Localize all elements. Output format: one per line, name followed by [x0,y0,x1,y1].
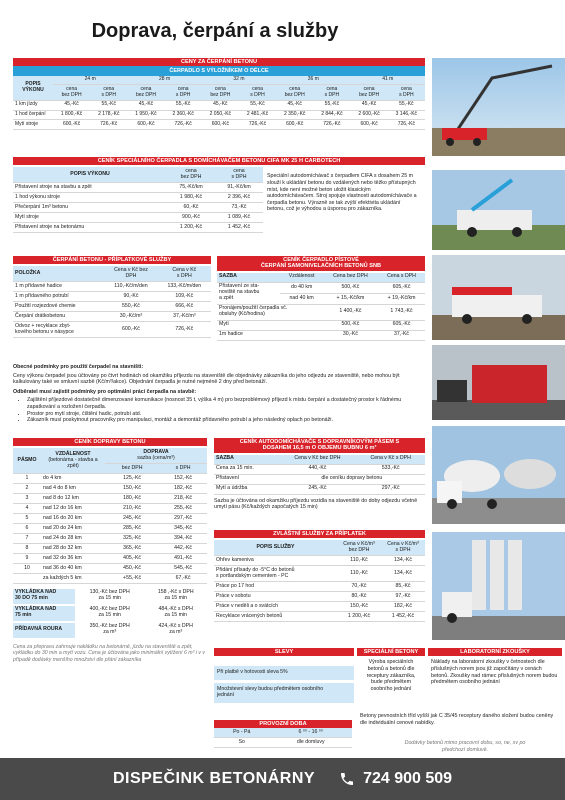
cell: 158 ,-Kč s DPH za 15 min [157,589,194,602]
col-header: DOPRAVA [143,448,169,455]
cell: 210,-Kč [105,504,159,514]
cell: 600,-Kč [104,322,157,338]
cell: 900,-Kč [167,213,215,223]
footer-phone[interactable] [339,770,452,788]
col-header: POPIS VÝKONU [13,167,167,182]
page-title: Doprava, čerpání a služby [91,20,339,42]
section-header: PROVOZNÍ DOBA [214,720,352,728]
cell: 666,-Kč [158,302,211,312]
cell: do 40 km [280,282,322,293]
col-header: cena s DPH [239,85,276,101]
row-label: 1m hadice [217,330,323,340]
discount-row: Při platbě v hotovosti sleva 5% [214,666,354,680]
cell: 297,-Kč [356,484,425,494]
cell: 533,-Kč [356,464,425,474]
cell: 1 950,-Kč [127,110,164,120]
cell: 600,-Kč [127,120,164,130]
cell: 45,-Kč [127,100,164,110]
photo-mixers [432,426,565,524]
row-label: Přistavení ze sta- noviště na stavbu a zpět [217,282,280,304]
row-label: 1 hod čerpání [13,110,53,120]
section-header: ZVLÁŠTNÍ SLUŽBY ZA PŘÍPLATEK [214,530,425,538]
table-row [13,494,207,504]
cell: +55,-Kč [105,574,159,584]
section-header: CENÍK DOPRAVY BETONU [13,438,207,446]
belt-mixer-note: Sazba je účtována od okamžiku příjezdu vozidla na staveniště do doby odjezdu včetně umytí pásu (Kč/každých započatých 15 min) [214,497,418,511]
cell: 2 050,-Kč [202,110,239,120]
cell: 600,-Kč [276,120,313,130]
zone-number: 4 [13,504,41,514]
section-header: LABORATORNÍ ZKOUŠKY [428,648,562,656]
photo-pump-on-site [432,255,565,340]
row-label: Čerpání drátkobetonu [13,312,104,322]
col-header: VZDÁLENOST [55,450,91,457]
row-label: 1 m přídavného potrubí [13,292,104,302]
conditions-heading: Obecné podmínky pro použití čerpadel na stavništi: [13,364,144,370]
table-row [13,312,211,322]
cell: 605,-Kč [378,282,425,293]
col-header: Vzdálenost [280,273,322,282]
table-row [217,320,425,330]
table-row [214,566,425,582]
table-row [13,544,207,554]
cell: 1 800,-Kč [53,110,90,120]
col-header: SAZBA [217,273,280,282]
cell: 1 452,-Kč [381,612,425,622]
conditions-heading: Odběratel musí zajistit podmínky pro optimální práci čerpadla na stavbě: [13,388,197,395]
transport-note: Cena za přepravu zahrnuje nakládku na betonárně, jízdu na staveniště a zpět, vykládku do 30 min a mytí vozu. Cena je účtována jako minimální vytížení 6 m³ i v v případě dodávky menšího množství dle přání zákazníka [13,643,206,663]
cell: 55,-Kč [388,100,425,110]
cell: 245,-Kč [105,514,159,524]
row-label: Odvoz + recyklace zbyt- kového betonu v násypce [13,322,104,338]
photo-pump-crane [432,58,565,156]
length-header: 41 m [351,76,426,85]
col-subheader: sazba (cena/m³) [137,454,175,461]
row-label: za každých 5 km [41,574,105,584]
cell: 550,-Kč [104,302,157,312]
col-header: cena s DPH [90,85,127,101]
section-header: ČERPÁNÍ BETONU - PŘÍPLATKOVÉ SLUŽBY [13,256,211,264]
col-header: cena s DPH [165,85,202,101]
special-text: Výroba speciálních betonů a betonů dle receptury zákazníka, bude předmětem osobního jednání [366,659,416,692]
cell: 345,-Kč [159,524,207,534]
row-label: So [214,738,269,748]
cell: 45,-Kč [202,100,239,110]
cell: 2 360,-Kč [165,110,202,120]
discount-row: Množstevní slevy budou předmětem osobního jednání [214,683,354,703]
cell: 55,-Kč [239,100,276,110]
table-row [217,330,425,340]
row-label: nad 16 do 20 km [41,514,105,524]
row-label: Použití rozjezdové chemie [13,302,104,312]
table-row [13,504,207,514]
table-row [13,302,211,312]
cell: 6 ⁰⁰ - 16 ⁰⁰ [269,728,352,737]
table-row [13,203,263,213]
table-row [13,605,207,622]
cell: 110,-Kč [337,556,381,566]
table-row [13,100,425,110]
table-row [13,474,207,484]
row-label: Mytí [217,320,323,330]
cell: 255,-Kč [159,504,207,514]
row-label: nad 4 do 8 km [41,484,105,494]
discounts-section [214,648,562,703]
cell: 134,-Kč [381,556,425,566]
cell: 109,-Kč [158,292,211,302]
cell: 110,-Kč [337,566,381,582]
table-row [13,223,263,233]
section-header: SPECIÁLNÍ BETONY [357,648,425,656]
cell: 440,-Kč [279,464,357,474]
row-label: Ohřev kameniva [214,556,337,566]
cell: 600,-Kč [202,120,239,130]
cell: 600,-Kč [351,120,388,130]
cell: 67,-Kč [159,574,207,584]
cifa-description: Speciální autodomíchávač s čerpadlem CIFA s dosahem 25 m slouží k ukládání betonu do vzdálených nebo těžko přístupných míst, kde není možné beton uložit klasickým autodomíchávačem. Stroj spojuje vlastnosti autodomíchávače a čerpadla betonu. Výrazně se tak zvýší efektivita ukládání betonu, což je výhodou a úsporou pro zákazníka. [267,173,417,213]
col-subheader: (betonárna - stavba a zpět) [48,456,98,469]
col-header: Cena v Kč bez DPH [104,266,157,281]
zone-number [13,574,41,584]
col-header: cena bez DPH [276,85,313,101]
cell: 75,-Kč/km [167,183,215,193]
col-header: Cena v Kč s DPH [356,455,425,464]
photo-concrete-plant [432,532,565,640]
row-label: 1 m přídavné hadice [13,282,104,292]
cell: 55,-Kč [90,100,127,110]
cell: 180,-Kč [105,494,159,504]
table-row [13,622,207,639]
row-label: Přidání přísady do -5°C do betonů s portlandským cementem - PC [214,566,337,582]
row-label: Přistavení stroje na betonárnu [13,223,167,233]
cell: dle domluvy [269,738,352,748]
hours-note: Dodávky betonů mimo pracovní dobu, so, ne, sv po předchozí domluvě. [404,740,526,753]
cell: 130,-Kč bez DPH za 15 min [89,589,130,602]
row-label: Přistavení stroje na stavbu a zpět [13,183,167,193]
cell: 3 146,-Kč [388,110,425,120]
list-item: • Zajištění příjezdové dostatečně dimenzované komunikace (nosnost 35 t, výška 4 m) pro bezproblémový příjezd k místu čerpání a dostatečný prostor k řádnému zapatkování a rozložení čerpadla. [27,397,425,410]
cell: 80,-Kč [337,592,381,602]
cell: 726,-Kč [158,322,211,338]
cell: 726,-Kč [165,120,202,130]
photo-pump-truck [432,170,565,250]
photo-red-pump [432,345,565,420]
cell: 605,-Kč [378,320,425,330]
zone-number: 5 [13,514,41,524]
cell: dle ceníku dopravy betonu [279,474,425,484]
cell: 2 350,-Kč [276,110,313,120]
cell: 1 452,-Kč [215,223,263,233]
cell: 150,-Kč [337,602,381,612]
footer [0,758,565,800]
cell: 2 178,-Kč [90,110,127,120]
col-header: POLOŽKA [13,266,104,281]
row-label: nad 24 do 28 km [41,534,105,544]
cell: 133,-Kč/m/den [158,282,211,292]
table-row [217,304,425,320]
cell: 91,-Kč/km [215,183,263,193]
table-row [13,183,263,193]
zone-number: 1 [13,474,41,484]
table-row [13,213,263,223]
cell: 30,-Kč/m³ [104,312,157,322]
conditions-text: Ceny výkonu čerpadel jsou účtovány po čtvrt hodinách od okamžiku příjezdu na staveniště dle objednávky zákazníka do jeho odjezdu ze staveniště, nebo mohou být kalkulovány také ve smluvní sazbě (Kč/m³/akce). Objednání čerpadla je nutné nejméně 2 dny před betonáží. [13,372,400,386]
zone-number: 3 [13,494,41,504]
cell: 491,-Kč [159,554,207,564]
col-header: bez DPH [105,464,159,474]
cell: 405,-Kč [105,554,159,564]
row-label: nad 32 do 36 km [41,554,105,564]
cell: 726,-Kč [239,120,276,130]
zone-number: 8 [13,544,41,554]
table-row [13,120,425,130]
cell: 394,-Kč [159,534,207,544]
section-header: CENÍK SPECIÁLNÍHO ČERPADLA S DOMÍCHÁVAČEM BETONU CIFA MK 25 H CARBOTECH [13,157,425,165]
cell: 726,-Kč [313,120,350,130]
row-label: PŘÍDAVNÁ ROURA [13,622,75,639]
row-label: Cena za 15 min. [214,464,279,474]
cell: 150,-Kč [105,484,159,494]
col-header: cena bez DPH [351,85,388,101]
cell: 218,-Kč [159,494,207,504]
zone-number: 6 [13,524,41,534]
cell: 152,-Kč [159,474,207,484]
zone-number: 9 [13,554,41,564]
hours-table [214,720,352,748]
cell: 60,-Kč [167,203,215,213]
row-label: VYKLÁDKA NAD 75 min [13,605,75,622]
table-row [13,589,207,605]
cell: 442,-Kč [159,544,207,554]
row-label: nad 20 do 24 km [41,524,105,534]
cell: 350,-Kč bez DPH za m³ [89,623,130,636]
row-label: Recyklace vrácených betonů [214,612,337,622]
row-label: Pronájem/použití čerpadla vč. obsluhy (Kč/hodina) [217,304,323,320]
cell: 90,-Kč [104,292,157,302]
extra-services-table [214,530,425,622]
col-header: SAZBA [214,455,279,464]
col-header: s DPH [159,464,207,474]
cell: 85,-Kč [381,582,425,592]
cell: 1 980,-Kč [167,193,215,203]
cell: 110,-Kč/m/den [104,282,157,292]
section-header: CENÍK AUTODOMÍCHÁVAČE S DOPRAVNÍKOVÝM PÁSEM S DOSAHEM 16,5 m O OBJEMU BUBNU 6 m³ [214,438,425,453]
cell: 55,-Kč [165,100,202,110]
col-header: Cena s DPH [378,273,425,282]
row-label: Mytí stroje [13,120,53,130]
col-header: Cena v Kč bez DPH [279,455,357,464]
section-header: SLEVY [214,648,354,656]
cell: nad 40 km [280,293,322,304]
cell: 484,-Kč s DPH za 15 min [158,606,193,619]
length-header: 28 m [127,76,201,85]
table-row [13,514,207,524]
cell: 1 200,-Kč [167,223,215,233]
lab-text: Náklady na laboratorní zkoušky v četnostech dle příslušných norem jsou již započítány v cenách betonů. Zkoušky nad rámec příslušných norem budou předmětem osobního jednání [431,659,558,686]
col-header: Cena v Kč/m³ bez DPH [337,540,381,555]
cell: 1 743,-Kč [378,304,425,320]
phone-number: 724 900 509 [363,769,453,787]
row-label: Po - Pá [214,728,269,737]
col-header: cena bez DPH [127,85,164,101]
phone-icon [339,771,355,787]
cell: 400,-Kč bez DPH za 15 min [89,606,130,619]
row-label: nad 36 do 40 km [41,564,105,574]
cell: 2 481,-Kč [239,110,276,120]
col-header: cena bez DPH [167,167,215,182]
row-label: nad 8 do 12 km [41,494,105,504]
col-header: Cena v Kč/m³ s DPH [381,540,425,555]
cell: 97,-Kč [381,592,425,602]
col-header: cena s DPH [215,167,263,182]
length-header: 32 m [202,76,276,85]
table-row [214,592,425,602]
cell: 365,-Kč [105,544,159,554]
cell: 2 600,-Kč [351,110,388,120]
sub-header: ČERPADLO S VÝLOŽNÍKEM O DÉLCE [13,66,425,75]
cell: 55,-Kč [313,100,350,110]
cell: 285,-Kč [105,524,159,534]
section-header: CENÍK ČERPADLO PÍSTOVÉ ČERPÁNÍ SAMONIVELAČNÍCH BETONŮ SNB [217,256,425,271]
cell: 297,-Kč [159,514,207,524]
col-header: cena s DPH [388,85,425,101]
cell: + 19,-Kč/km [378,293,425,304]
cifa-price-table [13,157,425,233]
col-header: Cena bez DPH [323,273,378,282]
cell: 73,-Kč [215,203,263,213]
table-row [13,110,425,120]
cell: 245,-Kč [279,484,357,494]
cell: 2 844,-Kč [313,110,350,120]
cell: 45,-Kč [351,100,388,110]
cell: + 15,-Kč/km [323,293,378,304]
cell: 450,-Kč [105,564,159,574]
cell: 134,-Kč [381,566,425,582]
row-label: nad 12 do 16 km [41,504,105,514]
table-row [13,554,207,564]
table-row [13,282,211,292]
row-label: Práce v sobotu [214,592,337,602]
table-row [13,193,263,203]
col-header: Cena v Kč s DPH [158,266,211,281]
section-header: CENY ZA ČERPÁNÍ BETONU [13,58,425,66]
table-row [214,556,425,566]
conditions [13,364,425,424]
row-label: Práce v neděli a o svátcích [214,602,337,612]
row-label: Přečerpání 1m³ betonu [13,203,167,213]
cell: 1 400,-Kč [323,304,378,320]
col-header: PÁSMO [13,448,41,473]
length-header: 24 m [53,76,127,85]
row-label: do 4 km [41,474,105,484]
snb-pump-table [217,256,425,341]
table-row [13,574,207,584]
zone-number: 7 [13,534,41,544]
cell: 45,-Kč [276,100,313,110]
table-row [13,292,211,302]
pump-price-table [13,58,425,130]
cell: 726,-Kč [90,120,127,130]
cell: 182,-Kč [381,602,425,612]
cell: 726,-Kč [388,120,425,130]
row-label: Přistavení [214,474,279,484]
col-header: POPIS VÝKONU [13,76,53,101]
row-label: nad 28 do 32 km [41,544,105,554]
cell: 37,-Kč [378,330,425,340]
cell: 125,-Kč [105,474,159,484]
zone-number: 10 [13,564,41,574]
col-header: cena bez DPH [53,85,90,101]
table-row [13,484,207,494]
row-label: Práce po 17 hod [214,582,337,592]
cell: 37,-Kč/m³ [158,312,211,322]
row-label: Mytí stroje [13,213,167,223]
transport-price-table [13,438,207,663]
belt-mixer-table [214,438,425,511]
cell: 30,-Kč [323,330,378,340]
table-row [13,534,207,544]
row-label: VYKLÁDKA NAD 30 DO 75 min [13,589,75,605]
zone-number: 2 [13,484,41,494]
cell: 500,-Kč [323,320,378,330]
cell: 70,-Kč [337,582,381,592]
col-header: cena s DPH [313,85,350,101]
list-item: • Zákazník musí poskytnout pracovníky pro manipulaci, montáž a demontáž přídavného potrubí a jeho následný oplach po betonáži. [27,417,425,424]
cell: 325,-Kč [105,534,159,544]
table-row [13,564,207,574]
cell: 182,-Kč [159,484,207,494]
table-row [13,322,211,338]
cell: 600,-Kč [53,120,90,130]
footer-title: DISPEČINK BETONÁRNY [112,769,316,787]
cell: 45,-Kč [53,100,90,110]
row-label: Mytí a údržba [214,484,279,494]
length-header: 36 m [276,76,350,85]
cell: 2 396,-Kč [215,193,263,203]
cell: 1 200,-Kč [337,612,381,622]
table-row [13,524,207,534]
class-note: Betony pevnostních tříd vyšší jak C 35/45 receptury daného složení budou ceněny dle individuální cenové nabídky. [360,713,554,726]
cell: 1 089,-Kč [215,213,263,223]
col-header: cena bez DPH [202,85,239,101]
table-row [214,602,425,612]
table-row [214,582,425,592]
cell: 500,-Kč [323,282,378,293]
pump-extras-table [13,256,211,338]
cell: 424,-Kč s DPH za m³ [158,623,193,636]
row-label: 1 hod výkonu stroje [13,193,167,203]
row-label: 1 km jízdy [13,100,53,110]
list-item: • Prostor pro mytí stroje, čištění hadic, potrubí atd. [27,411,425,418]
cell: 545,-Kč [159,564,207,574]
table-row [214,612,425,622]
col-header: POPIS SLUŽBY [214,540,337,555]
